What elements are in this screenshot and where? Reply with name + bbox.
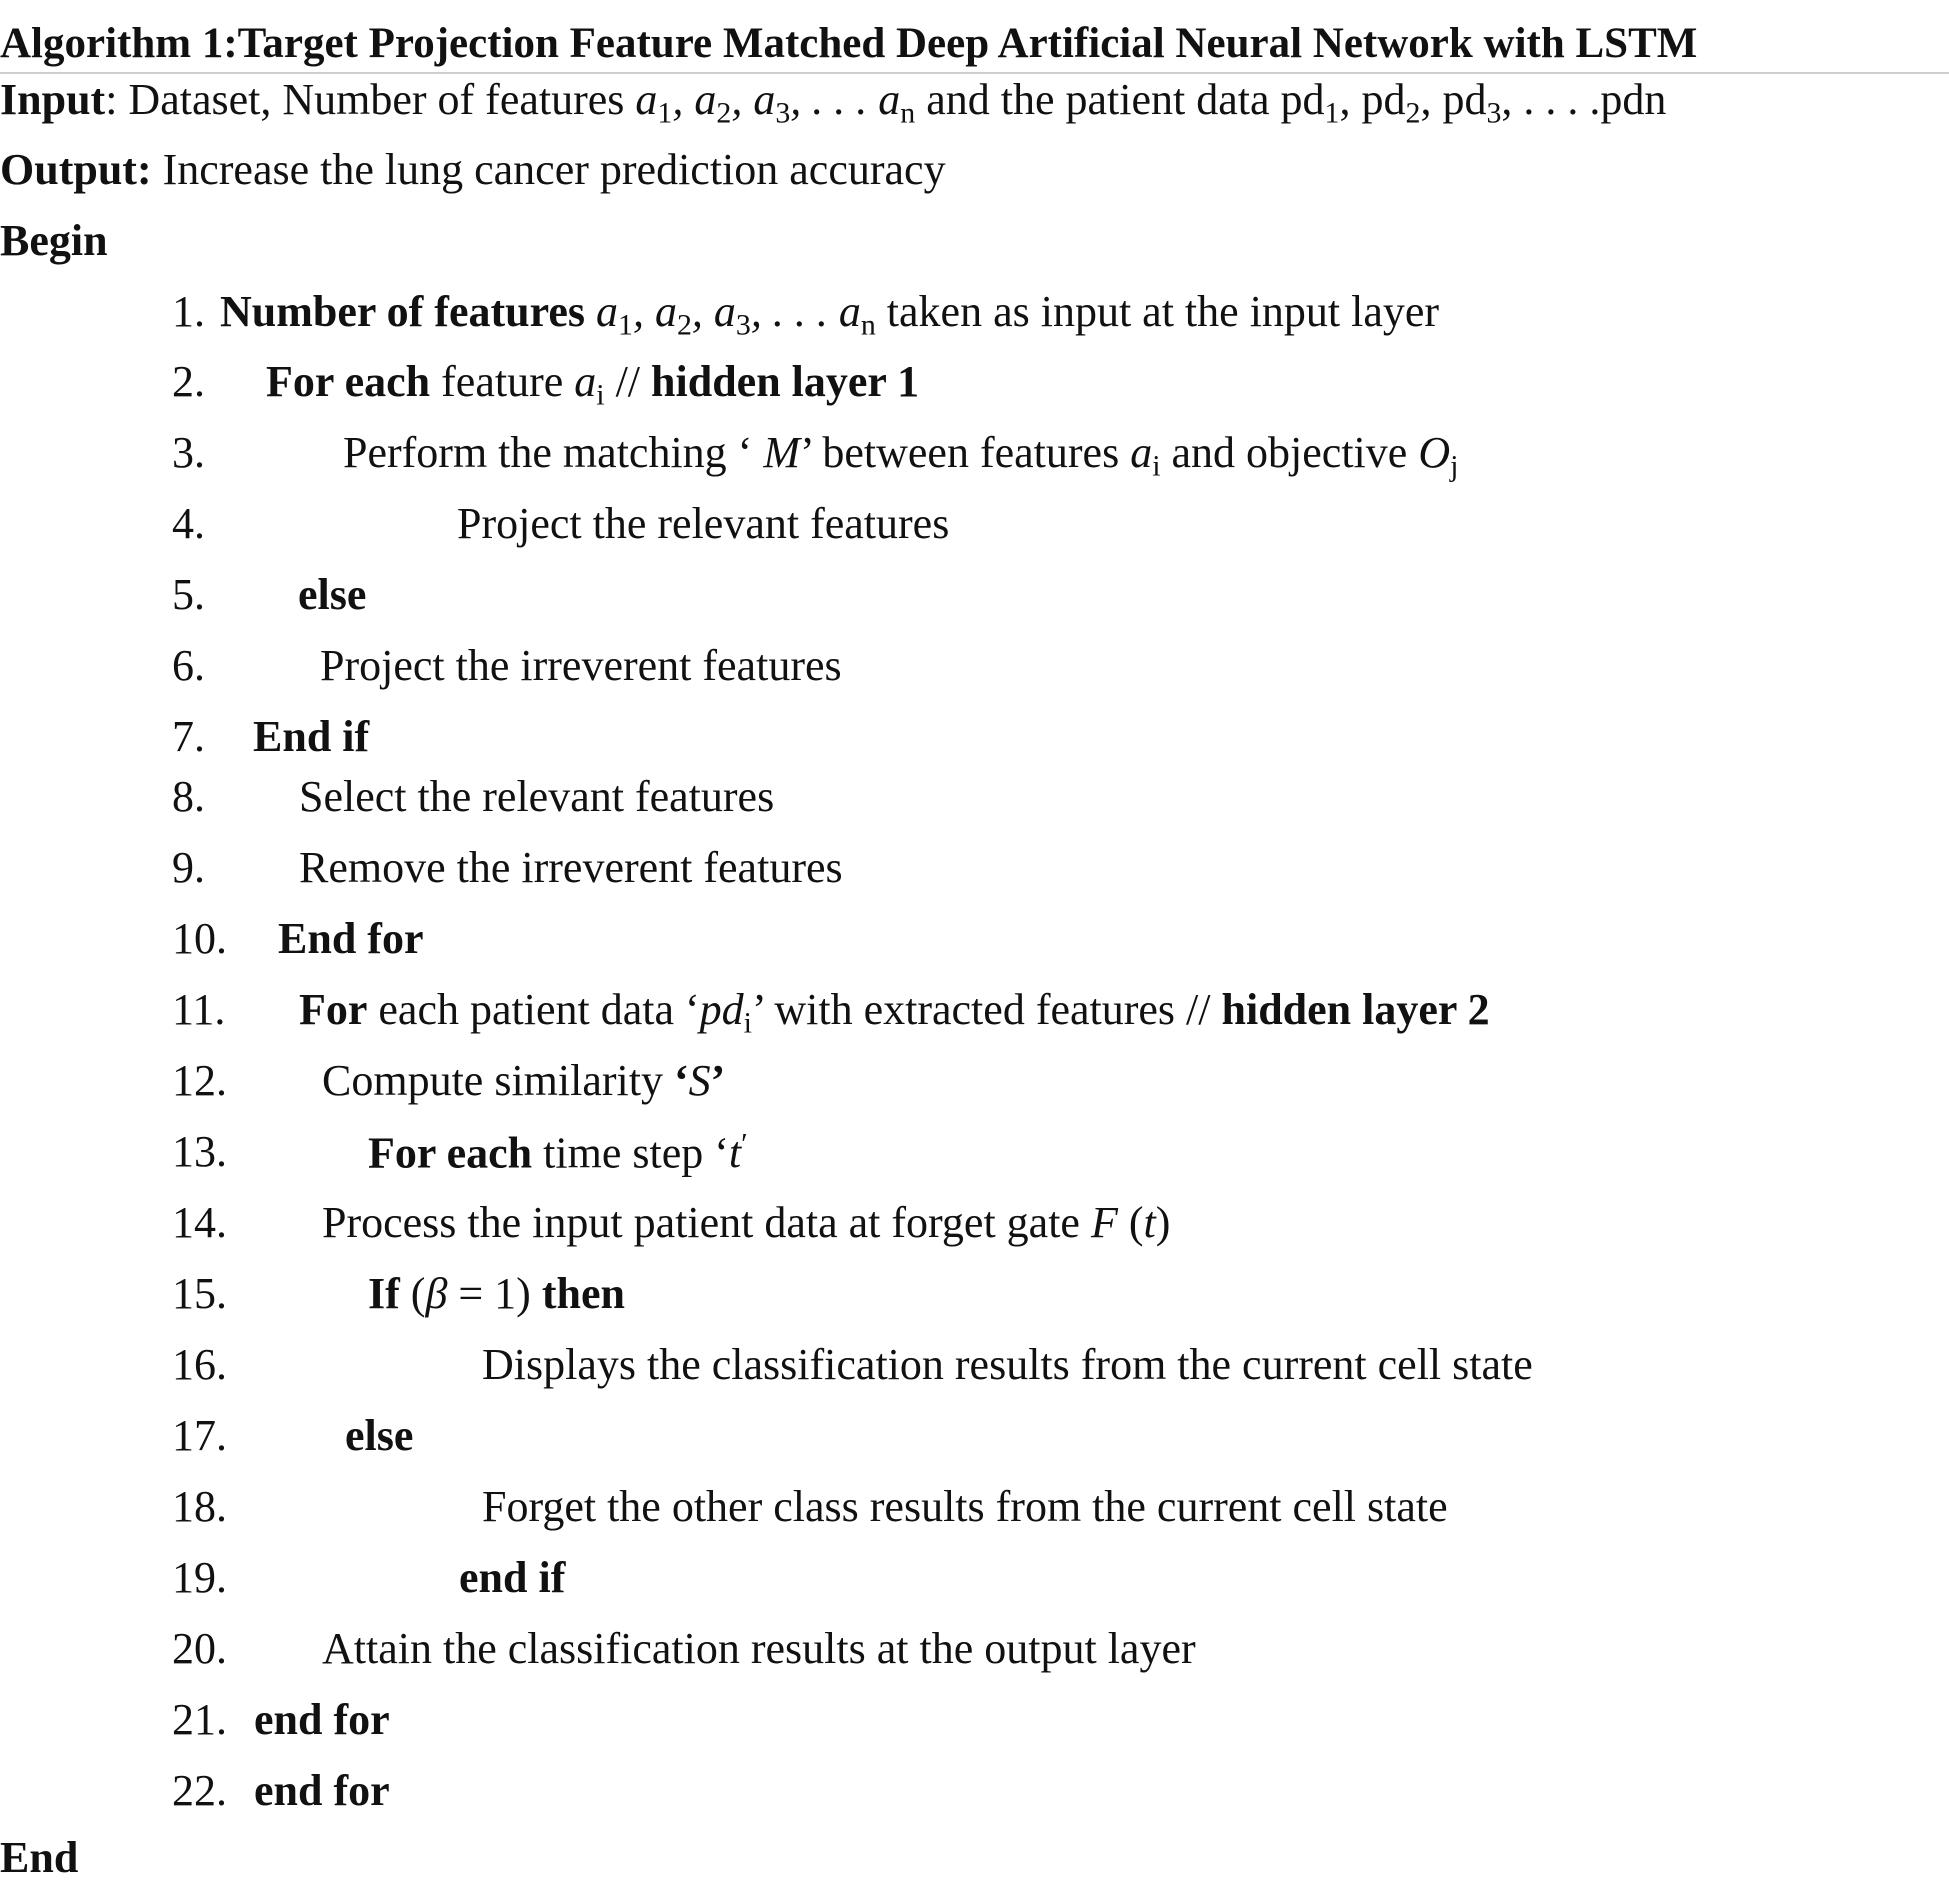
step-formula: S	[688, 1056, 711, 1105]
input-text-b: and the patient data pd	[915, 75, 1325, 124]
step-keyword: then	[541, 1269, 625, 1318]
step-number: 7.	[172, 712, 205, 761]
step-text: time step ‘	[532, 1128, 729, 1178]
step-text: Forget the other class results from the current cell state	[482, 1482, 1448, 1531]
step-number: 5.	[172, 570, 205, 619]
step-number: 2.	[172, 357, 205, 406]
step-number: 17.	[172, 1411, 227, 1460]
input-line	[0, 75, 1667, 130]
step-number: 1.	[172, 287, 205, 336]
step-number: 12.	[172, 1056, 227, 1105]
step-keyword: For	[299, 985, 368, 1034]
begin-keyword: Begin	[0, 216, 108, 265]
step-keyword: end for	[254, 1766, 390, 1815]
step-text: Remove the irreverent features	[299, 843, 843, 892]
step-quote: ‘	[673, 1056, 689, 1105]
step-number: 16.	[172, 1340, 227, 1389]
input-label: Input	[0, 75, 106, 124]
step-formula: $a_i$	[1130, 428, 1161, 483]
step-number: 8.	[172, 772, 205, 821]
step-keyword: If	[368, 1269, 400, 1318]
step-keyword: hidden layer 2	[1221, 985, 1490, 1034]
features-formula: $a_1$, $a_2$, $a_3$, . . . $a_n$	[635, 75, 916, 130]
step-number: 9.	[172, 843, 205, 892]
step-text: //	[604, 357, 652, 406]
input-text-a: : Dataset, Number of features	[105, 75, 636, 124]
step-formula: M	[763, 428, 800, 477]
step-formula: $pd_i$	[699, 985, 752, 1040]
step-number: 3.	[172, 428, 205, 477]
step-text: Process the input patient data at forget gate	[322, 1198, 1091, 1247]
patient-formula: $_1$, $pd_2$, $pd_3$, . . . .	[1324, 75, 1601, 130]
step-text: (	[399, 1269, 426, 1318]
step-text: )	[1155, 1198, 1171, 1247]
end-keyword: End	[0, 1833, 79, 1882]
step-text: (	[1117, 1198, 1144, 1247]
step-text: ’ with extracted features //	[751, 985, 1222, 1034]
input-text-c: pdn	[1600, 75, 1667, 124]
step-number: 13.	[172, 1127, 227, 1176]
output-label: Output:	[0, 145, 152, 194]
step-keyword: end for	[254, 1695, 390, 1744]
step-keyword: else	[345, 1411, 414, 1460]
step-keyword: hidden layer 1	[651, 357, 920, 406]
title-rule	[0, 72, 1949, 74]
output-text: Increase the lung cancer prediction accuracy	[151, 145, 946, 194]
step-text: feature	[430, 357, 575, 406]
step-text: and objective	[1160, 428, 1419, 477]
step-text: Compute similarity	[322, 1056, 674, 1105]
step-keyword: else	[298, 570, 367, 619]
step-formula: β	[425, 1269, 448, 1318]
step-text: Displays the classification results from the current cell state	[482, 1340, 1533, 1389]
step-number: 14.	[172, 1198, 227, 1247]
step-number: 11.	[172, 985, 226, 1034]
step-formula: $O_j$	[1418, 428, 1459, 483]
step-number: 20.	[172, 1624, 227, 1673]
step-text: = 1)	[447, 1269, 542, 1318]
step-formula: $a_1$, $a_2$, $a_3$, . . . $a_n$	[595, 287, 876, 342]
step-number: 21.	[172, 1695, 227, 1744]
step-text: Perform the matching ‘	[343, 428, 764, 477]
step-text: taken as input at the input layer	[875, 287, 1440, 336]
step-number: 15.	[172, 1269, 227, 1318]
step-text: Project the irreverent features	[320, 641, 842, 690]
step-text: Attain the classification results at the output layer	[322, 1624, 1196, 1673]
step-keyword: Number of features	[220, 287, 585, 336]
step-number: 4.	[172, 499, 205, 548]
step-number: 19.	[172, 1553, 227, 1602]
step-formula: t	[1143, 1198, 1156, 1247]
step-quote: ’	[710, 1056, 726, 1105]
step-number: 22.	[172, 1766, 227, 1815]
step-keyword: End for	[278, 914, 424, 963]
step-text: Project the relevant features	[457, 499, 950, 548]
step-keyword: For each	[266, 357, 431, 406]
step-formula: $a_i$	[574, 357, 605, 412]
step-keyword: For each	[368, 1128, 533, 1178]
step-text: Select the relevant features	[299, 772, 775, 821]
step-number: 18.	[172, 1482, 227, 1531]
step-keyword: End if	[253, 712, 370, 761]
algorithm-title: Algorithm 1:Target Projection Feature Matched Deep Artificial Neural Network with LSTM	[0, 20, 1698, 67]
step-formula: F	[1090, 1198, 1118, 1247]
step-number: 6.	[172, 641, 205, 690]
step-text: each patient data ‘	[367, 985, 700, 1034]
step-keyword: end if	[459, 1553, 566, 1602]
step-formula: t′	[728, 1128, 748, 1178]
step-number: 10.	[172, 914, 227, 963]
step-text: ’ between features	[799, 428, 1131, 477]
output-line	[0, 145, 946, 194]
